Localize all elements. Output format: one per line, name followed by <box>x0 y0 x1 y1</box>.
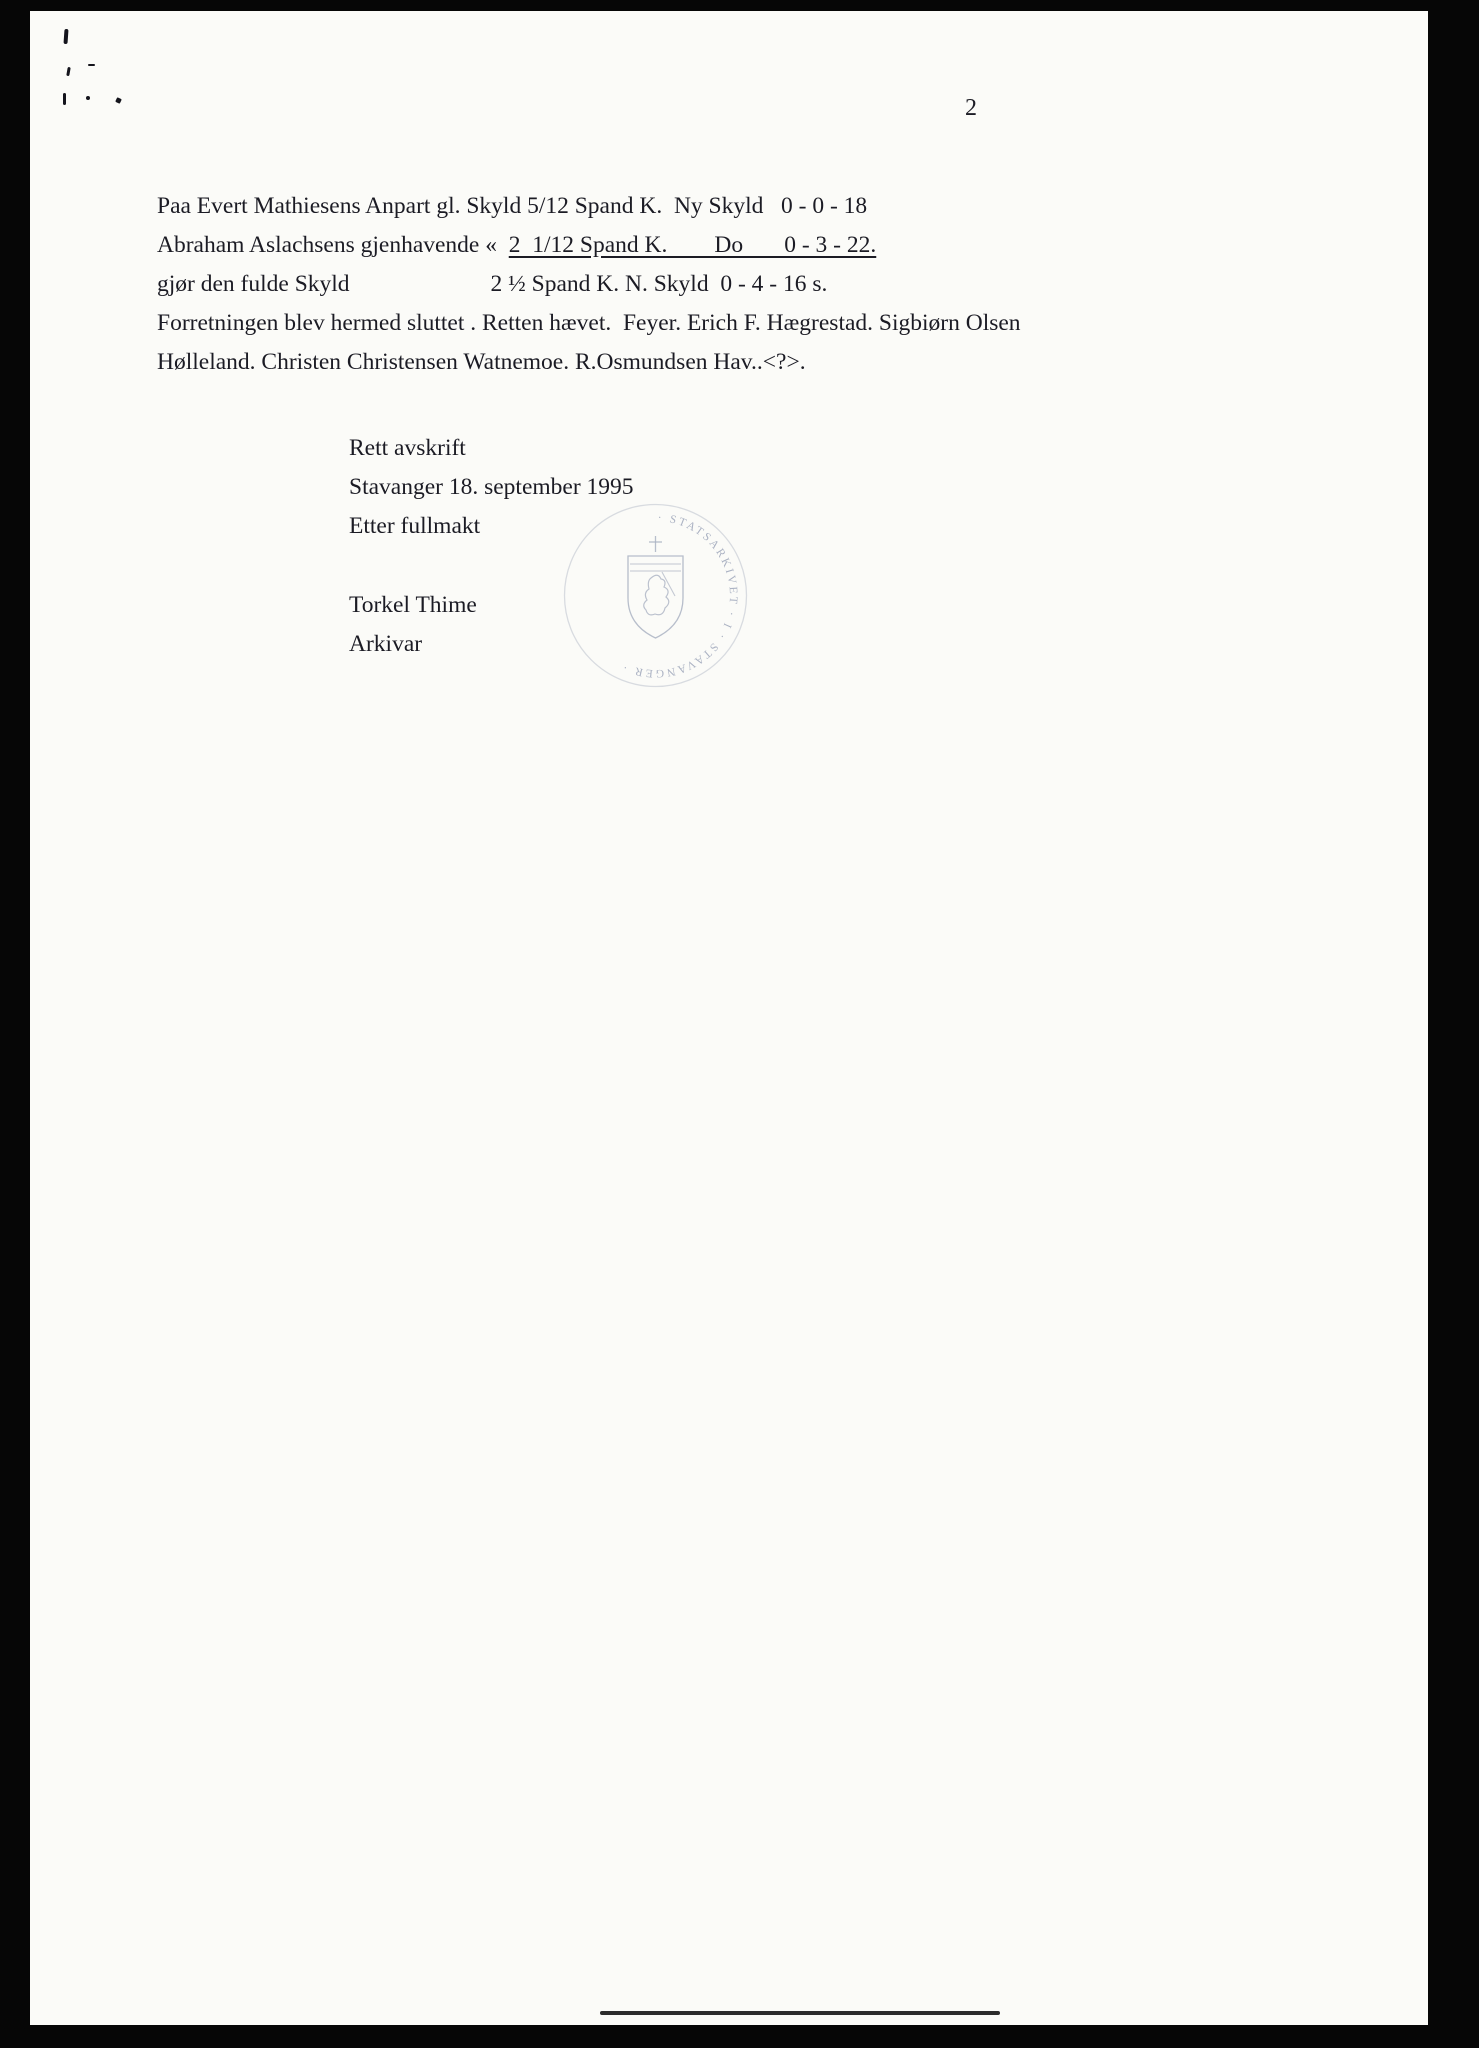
svg-text:· STATSARKIVET · I · STAVANGER <box>619 512 739 679</box>
page-number: 2 <box>965 95 977 121</box>
place-date-line: Stavanger 18. september 1995 <box>349 474 634 500</box>
body-text <box>157 187 1307 382</box>
body-line-2 <box>157 226 1307 265</box>
fullmakt-line: Etter fullmakt <box>349 513 481 539</box>
stamp-lion-icon <box>644 575 669 615</box>
signature-name: Torkel Thime <box>349 592 477 618</box>
ink-mark <box>63 93 66 105</box>
archive-stamp-icon <box>558 498 753 693</box>
body-line-4: Forretningen blev hermed sluttet . Retten hævet. Feyer. Erich F. Hægrestad. Sigbiørn Olsen <box>157 310 1021 336</box>
ink-mark <box>63 29 68 44</box>
body-line-2-prefix: Abraham Aslachsens gjenhavende « <box>157 232 509 258</box>
stamp-outer-circle <box>565 505 747 687</box>
body-line-3: gjør den fulde Skyld 2 ½ Spand K. N. Skyld 0 - 4 - 16 s. <box>157 271 828 297</box>
underlined-segment: 2 1/12 Spand K. Do 0 - 3 - 22. <box>508 232 877 258</box>
ink-mark <box>66 67 71 76</box>
body-line-5: Hølleland. Christen Christensen Watnemoe. R.Osmundsen Hav..<?>. <box>157 349 806 375</box>
ink-mark <box>115 97 122 104</box>
ink-mark <box>86 96 90 100</box>
signature-title: Arkivar <box>349 631 423 657</box>
stamp-circular-text: · STATSARKIVET · I · STAVANGER · <box>619 511 740 680</box>
stamp-shield-icon <box>628 556 683 638</box>
ink-mark <box>88 64 95 66</box>
stamp-crown-cross-icon <box>649 536 662 552</box>
scan-smudge <box>600 2011 1000 2015</box>
body-line-1: Paa Evert Mathiesens Anpart gl. Skyld 5/12 Spand K. Ny Skyld 0 - 0 - 18 <box>157 193 868 219</box>
rett-avskrift-line: Rett avskrift <box>349 435 466 461</box>
document-page <box>30 11 1428 2025</box>
